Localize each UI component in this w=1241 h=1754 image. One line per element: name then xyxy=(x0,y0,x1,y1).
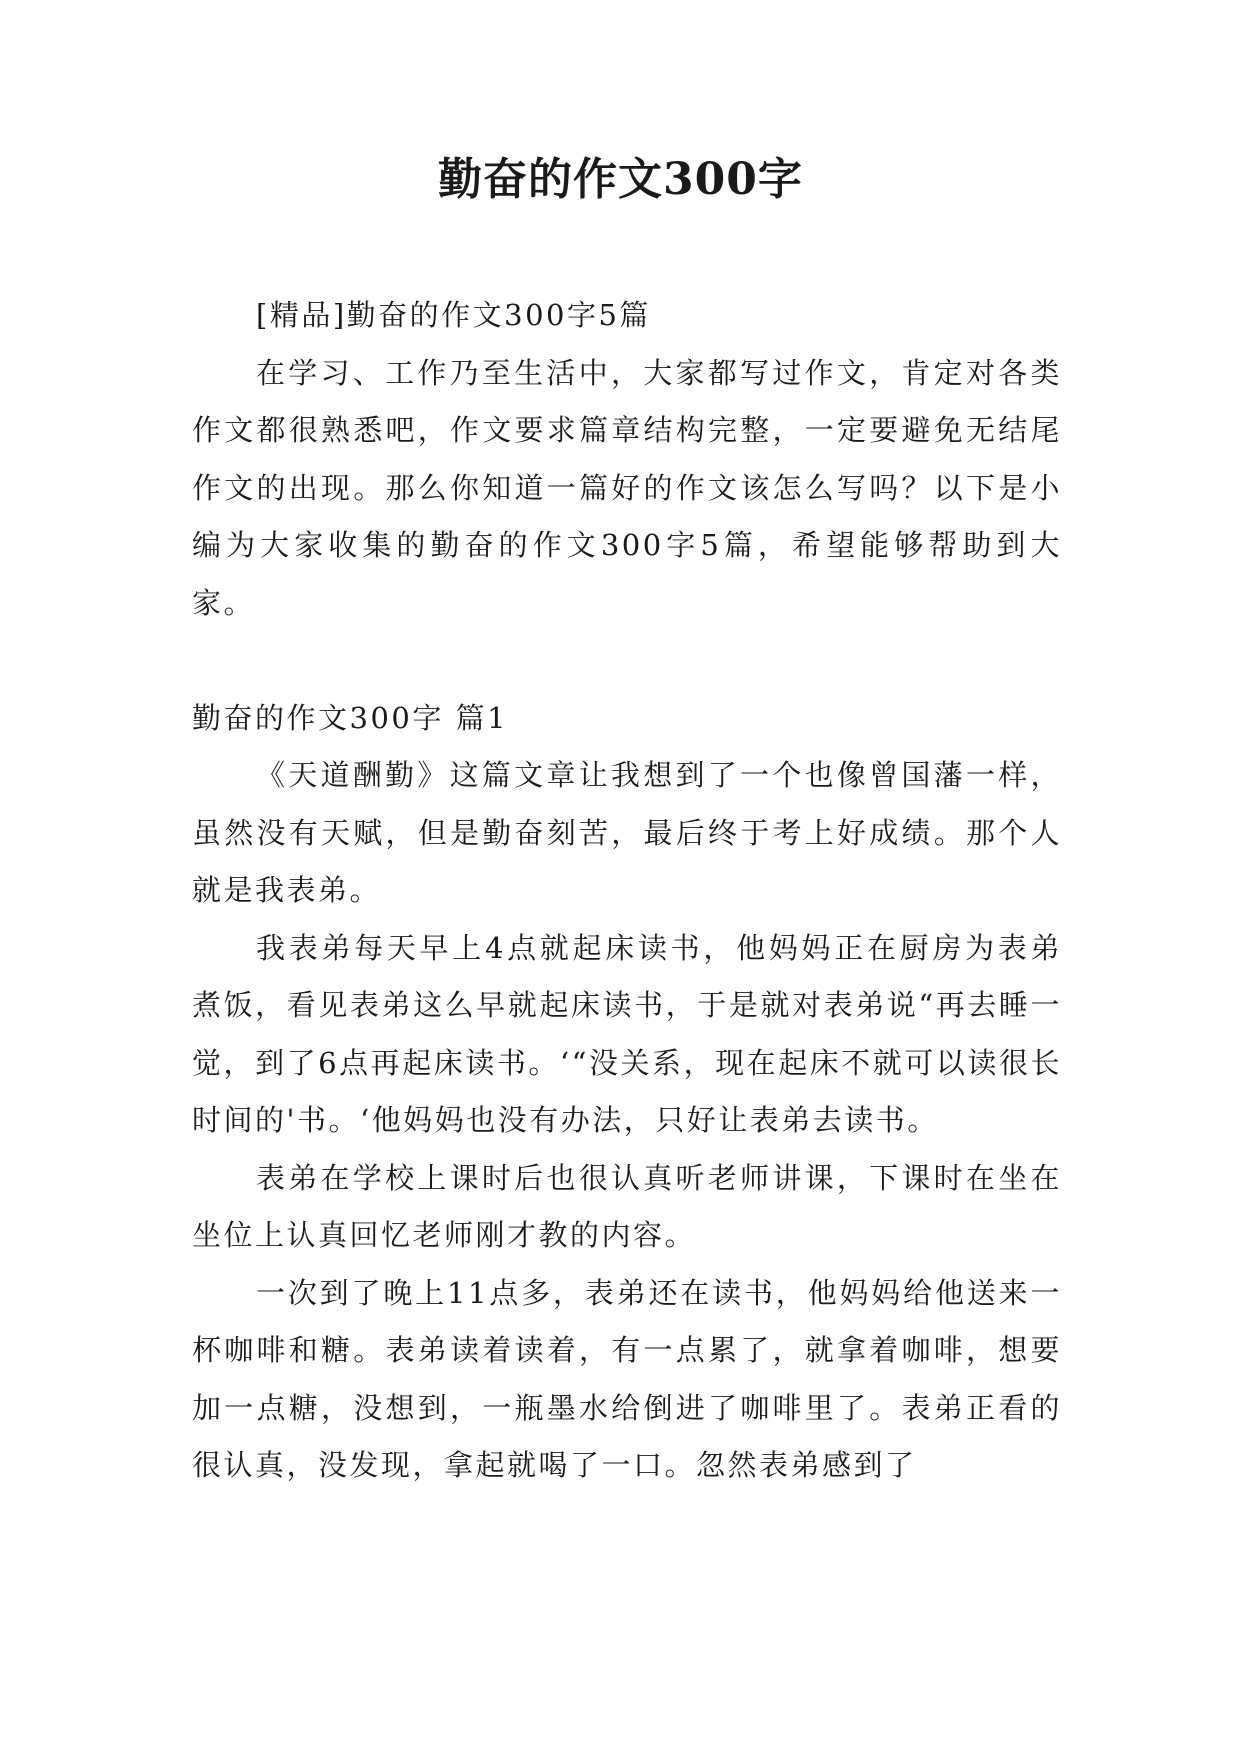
body-paragraph: 《天道酬勤》这篇文章让我想到了一个也像曾国藩一样，虽然没有天赋，但是勤奋刻苦，最后终于考上好成绩。那个人就是我表弟。 xyxy=(192,758,1062,907)
document-body xyxy=(192,287,1062,1495)
document-title: 勤奋的作文300字 xyxy=(438,154,803,205)
body-paragraph: 我表弟每天早上4点就起床读书，他妈妈正在厨房为表弟煮饭，看见表弟这么早就起床读书，于是就对表弟说“再去睡一觉，到了6点再起床读书。‘“没关系，现在起床不就可以读很长时间的'书。‘他妈妈也没有办法，只好让表弟去读书。 xyxy=(192,930,1062,1137)
body-paragraph: 表弟在学校上课时后也很认真听老师讲课，下课时在坐在坐位上认真回忆老师刚才教的内容。 xyxy=(192,1160,1062,1252)
section-heading: 勤奋的作文300字 篇1 xyxy=(192,700,509,735)
paragraph-spacer xyxy=(192,632,1062,690)
intro-paragraph: 在学习、工作乃至生活中，大家都写过作文，肯定对各类作文都很熟悉吧，作文要求篇章结构完整，一定要避免无结尾作文的出现。那么你知道一篇好的作文该怎么写吗？以下是小编为大家收集的勤奋的作文300字5篇，希望能够帮助到大家。 xyxy=(192,355,1062,620)
body-paragraph: 一次到了晚上11点多，表弟还在读书，他妈妈给他送来一杯咖啡和糖。表弟读着读着，有一点累了，就拿着咖啡，想要加一点糖，没想到，一瓶墨水给倒进了咖啡里了。表弟正看的很认真，没发现，拿起就喝了一口。忽然表弟感到了 xyxy=(192,1275,1062,1482)
document-subtitle: [精品]勤奋的作文300字5篇 xyxy=(256,298,651,332)
